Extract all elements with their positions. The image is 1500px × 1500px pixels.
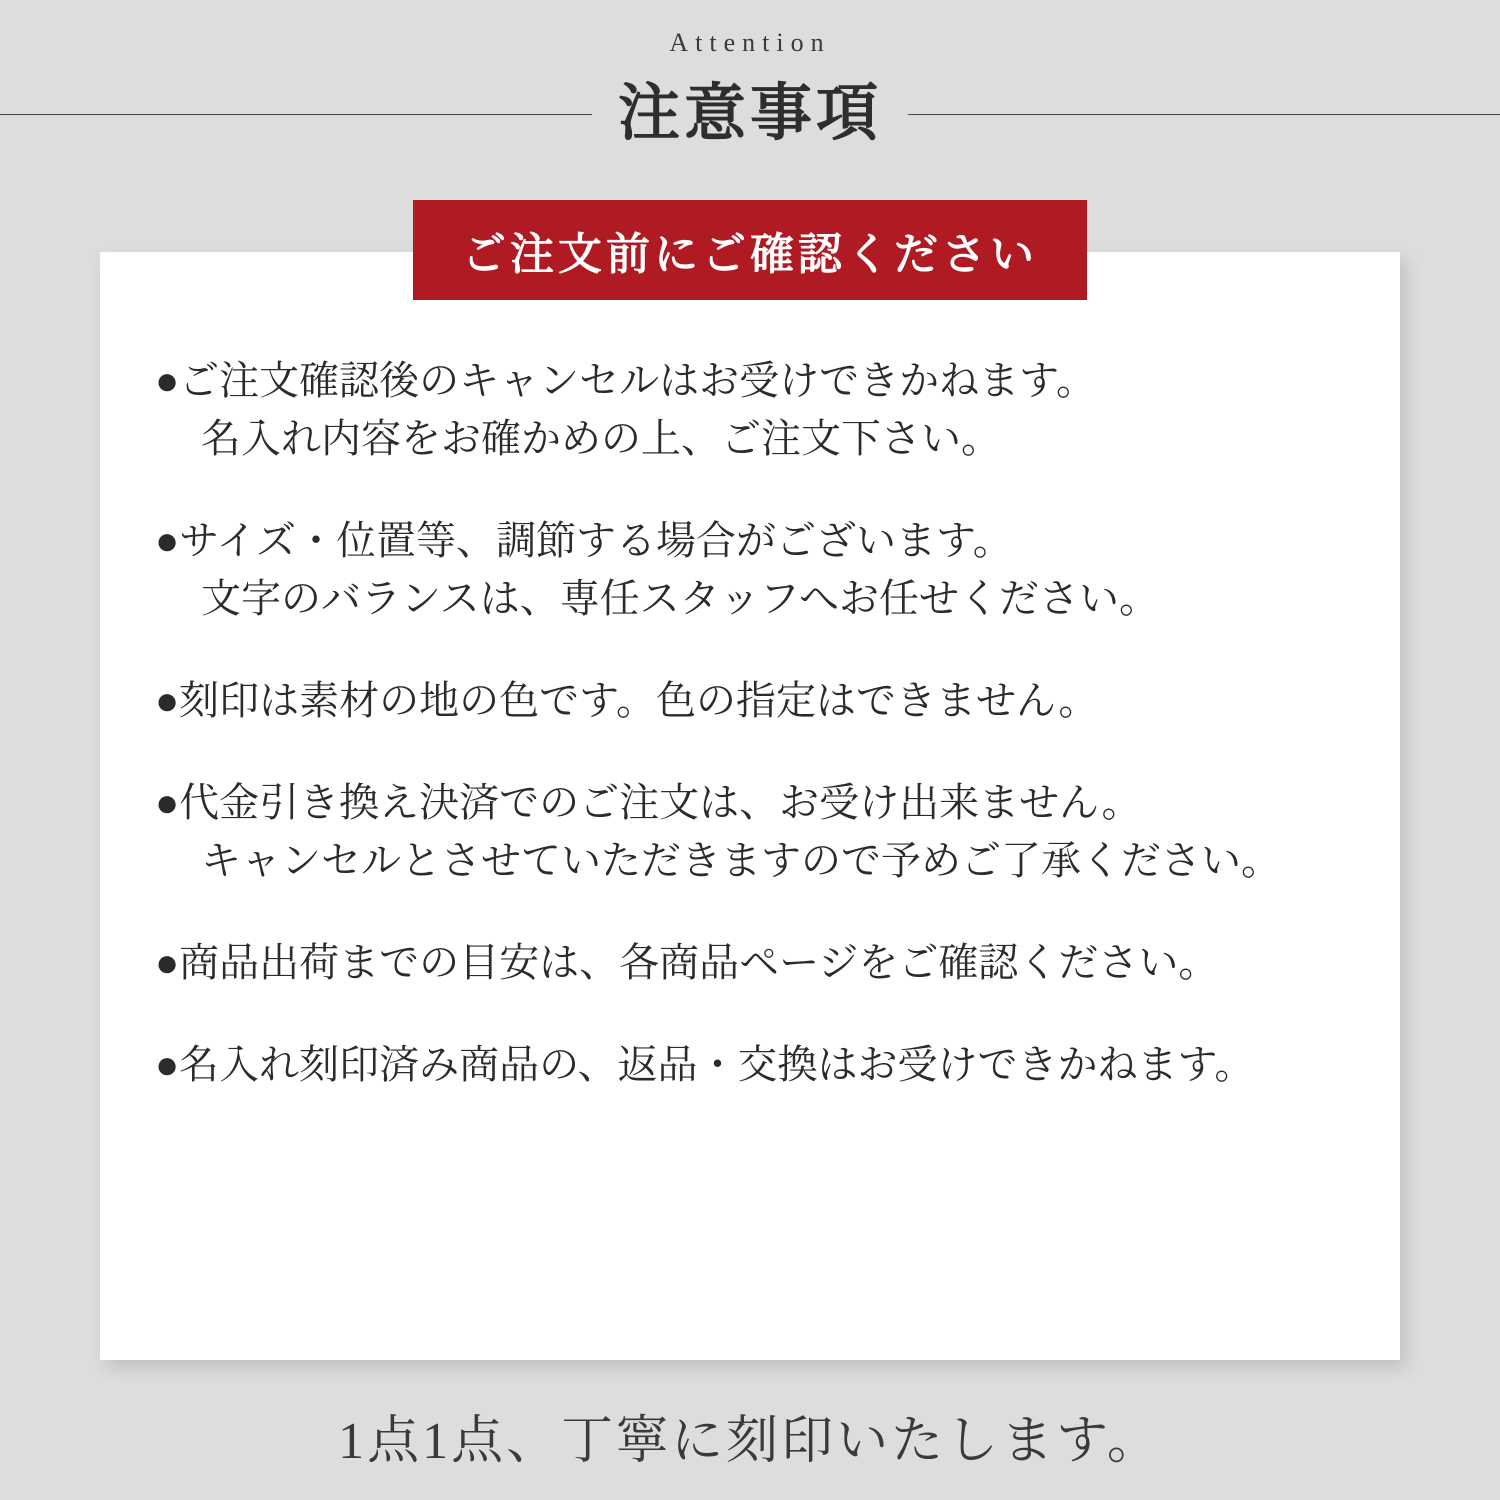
list-item xyxy=(155,512,1370,628)
note-line: キャンセルとさせていただきますので予めご了承ください。 xyxy=(201,839,1281,883)
title-rule-right xyxy=(908,114,1500,115)
title-rule-left xyxy=(0,114,592,115)
footer-text: 1点1点、丁寧に刻印いたします。 xyxy=(338,1413,1162,1470)
confirm-banner-label: ご注文前にご確認ください xyxy=(462,230,1038,279)
note-line: ●サイズ・位置等、調節する場合がございます。 xyxy=(155,519,1013,563)
page-header xyxy=(0,0,1500,180)
header-eyebrow: Attention xyxy=(669,28,831,57)
list-item xyxy=(155,1036,1370,1094)
note-line: 名入れ内容をお確かめの上、ご注文下さい。 xyxy=(201,417,1001,461)
list-item xyxy=(155,934,1370,992)
list-item xyxy=(155,774,1370,890)
header-title-row xyxy=(0,78,1500,150)
page-title: 注意事項 xyxy=(618,80,883,148)
note-line: ●代金引き換え決済でのご注文は、お受け出来ません。 xyxy=(155,781,1142,825)
page-footer xyxy=(0,1398,1500,1473)
note-line: ●ご注文確認後のキャンセルはお受けできかねます。 xyxy=(155,359,1096,403)
note-line: ●刻印は素材の地の色です。色の指定はできません。 xyxy=(155,679,1099,723)
list-item xyxy=(155,352,1370,468)
note-line: 文字のバランスは、専任スタッフへお任せください。 xyxy=(201,577,1159,621)
note-line: ●名入れ刻印済み商品の、返品・交換はお受けできかねます。 xyxy=(155,1043,1255,1087)
notice-list xyxy=(155,352,1370,1094)
note-line: ●商品出荷までの目安は、各商品ページをご確認ください。 xyxy=(155,941,1219,985)
list-item xyxy=(155,672,1370,730)
confirm-banner xyxy=(413,200,1087,300)
